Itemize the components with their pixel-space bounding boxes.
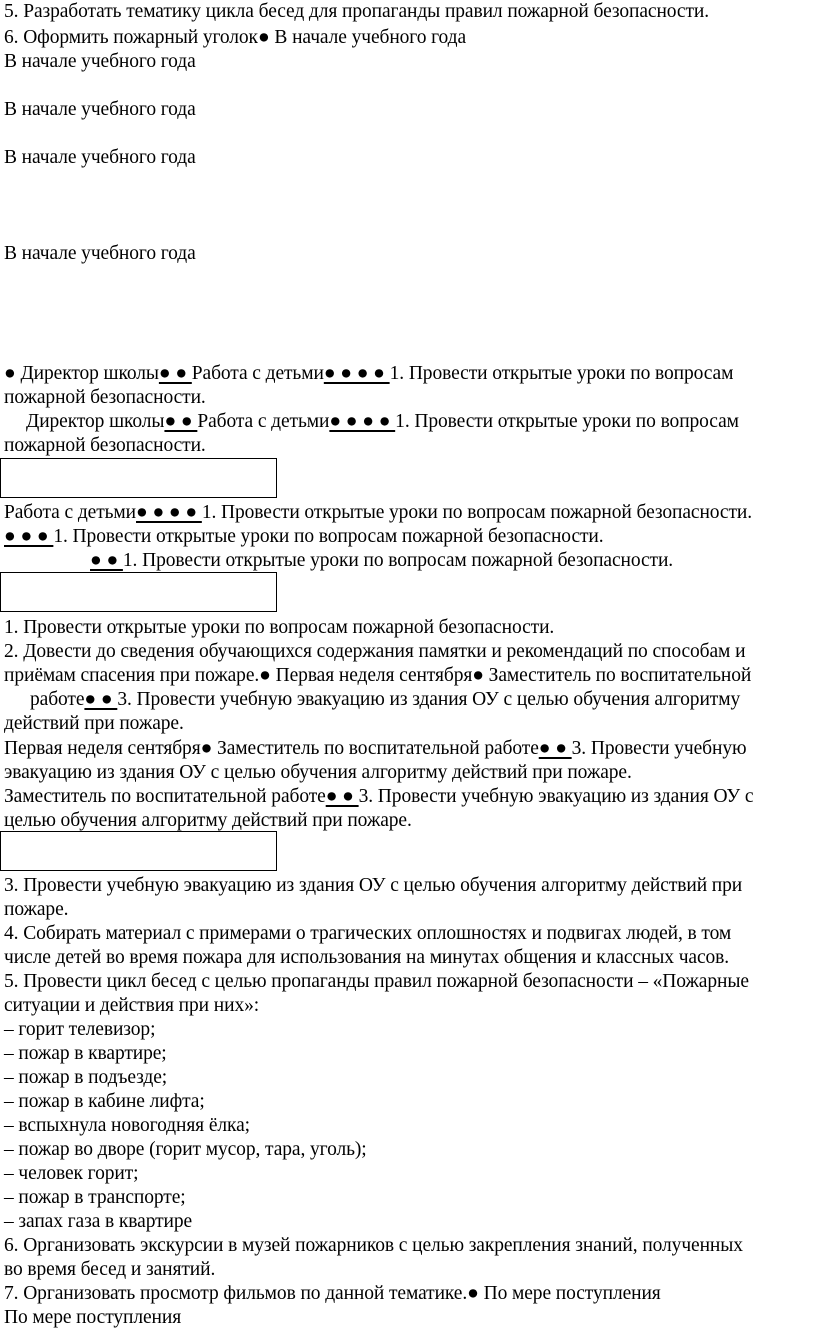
bullet-icon: ● ● — [325, 786, 359, 807]
bullet-icon: ● ● ● ● — [329, 411, 396, 432]
bullet-icon: ● ● — [538, 738, 572, 759]
list-item: – пожар в подъезде; — [4, 1067, 168, 1088]
text-line: 3. Провести учебную эвакуацию из здания ОУ с целью обучения алгоритму действий при — [4, 875, 743, 896]
text-line: во время бесед и занятий. — [4, 1259, 216, 1280]
list-item: – пожар в квартире; — [4, 1043, 167, 1064]
text-line: пожаре. — [4, 899, 69, 920]
text-line: целью обучения алгоритму действий при пожаре. — [4, 810, 412, 831]
text-line: ● ● ● 1. Провести открытые уроки по вопросам пожарной безопасности. — [4, 526, 604, 547]
text-line: Первая неделя сентября● Заместитель по воспитательной работе● ● 3. Провести учебную — [4, 738, 747, 759]
text-line: 5. Разработать тематику цикла бесед для пропаганды правил пожарной безопасности. — [4, 1, 710, 22]
text-line: В начале учебного года — [4, 147, 196, 168]
text-line: числе детей во время пожара для использования на минутах общения и классных часов. — [4, 947, 730, 968]
list-item: – человек горит; — [4, 1163, 139, 1184]
list-item: – запах газа в квартире — [4, 1211, 193, 1232]
list-item: – вспыхнула новогодняя ёлка; — [4, 1115, 250, 1136]
list-item: – пожар во дворе (горит мусор, тара, уголь); — [4, 1139, 367, 1160]
bullet-icon: ● — [200, 738, 213, 759]
bullet-icon: ● ● ● — [4, 526, 54, 547]
bullet-icon: ● ● — [84, 689, 118, 710]
list-item: – пожар в кабине лифта; — [4, 1091, 205, 1112]
bullet-icon: ● ● ● ● — [323, 363, 390, 384]
text-line: приёмам спасения при пожаре.● Первая неделя сентября● Заместитель по воспитательной — [4, 665, 752, 686]
text-line: работе● ● 3. Провести учебную эвакуацию из здания ОУ с целью обучения алгоритму — [30, 689, 741, 710]
text-line: В начале учебного года — [4, 51, 196, 72]
bullet-icon: ● ● ● ● — [136, 502, 202, 523]
text-line: ● Директор школы● ● Работа с детьми● ● ● ● 1. Провести открытые уроки по вопросам — [4, 363, 734, 384]
empty-cell-box — [0, 572, 277, 612]
empty-cell-box — [0, 831, 277, 871]
text-line: 4. Собирать материал с примерами о трагических оплошностях и подвигах людей, в том — [4, 923, 732, 944]
text-line: В начале учебного года — [4, 99, 196, 120]
bullet-icon: ● ● — [90, 550, 123, 571]
text-line: действий при пожаре. — [4, 713, 184, 734]
text-line: 6. Организовать экскурсии в музей пожарников с целью закрепления знаний, полученных — [4, 1235, 743, 1256]
text-line: 6. Оформить пожарный уголок● В начале учебного года — [4, 27, 467, 48]
bullet-icon: ● ● — [158, 363, 192, 384]
text-line: пожарной безопасности. — [4, 387, 206, 408]
list-item: – горит телевизор; — [4, 1019, 156, 1040]
text-line: ситуации и действия при них»: — [4, 995, 260, 1016]
text-line: 1. Провести открытые уроки по вопросам пожарной безопасности. — [4, 617, 555, 638]
text-line: В начале учебного года — [4, 243, 196, 264]
bullet-icon: ● — [472, 665, 484, 686]
text-line: эвакуацию из здания ОУ с целью обучения алгоритму действий при пожаре. — [4, 762, 632, 783]
text-line: 7. Организовать просмотр фильмов по данной тематике.● По мере поступления — [4, 1283, 661, 1304]
empty-cell-box — [0, 458, 277, 498]
text-line: Заместитель по воспитательной работе● ● 3. Провести учебную эвакуацию из здания ОУ с — [4, 786, 754, 807]
list-item: – пожар в транспорте; — [4, 1187, 186, 1208]
text-line: Директор школы● ● Работа с детьми● ● ● ● 1. Провести открытые уроки по вопросам — [26, 411, 739, 432]
text-line: По мере поступления — [4, 1307, 182, 1328]
text-line: 2. Довести до сведения обучающихся содержания памятки и рекомендаций по способам и — [4, 641, 746, 662]
text-line: пожарной безопасности. — [4, 435, 206, 456]
bullet-icon: ● — [467, 1283, 479, 1304]
bullet-icon: ● — [259, 665, 271, 686]
text-line: 5. Провести цикл бесед с целью пропаганды правил пожарной безопасности – «Пожарные — [4, 971, 749, 992]
text-line: Работа с детьми● ● ● ● 1. Провести открытые уроки по вопросам пожарной безопасности. — [4, 502, 753, 523]
bullet-icon: ● ● — [164, 411, 198, 432]
bullet-icon: ● — [257, 27, 270, 48]
text-line: ● ● 1. Провести открытые уроки по вопросам пожарной безопасности. — [90, 550, 674, 571]
bullet-icon: ● — [4, 363, 16, 384]
